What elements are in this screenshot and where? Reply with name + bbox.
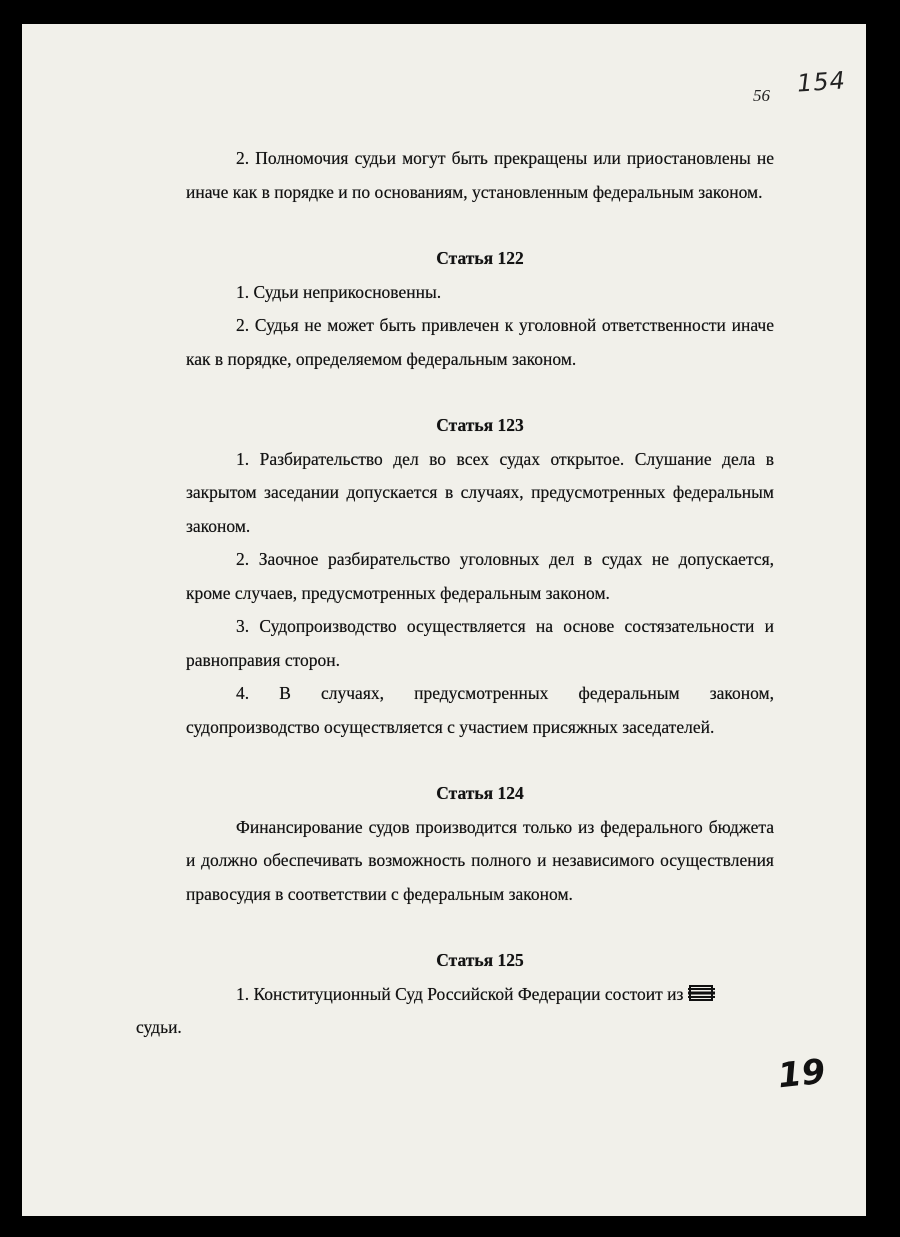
paragraph-122-1: 1. Судьи неприкосновенны. [236,281,442,302]
article-heading-125: Статья 125 [436,950,524,970]
paragraph-125-1-end: судьи. [136,1017,182,1037]
paragraph-123-2: 2. Заочное разбирательство уголовных дел в судах не допускается, кроме случаев, предусмотренных федеральным законом. [186,549,774,603]
paragraph-123-4: 4. В случаях, предусмотренных федеральным законом, судопроизводство осуществляется с участием присяжных заседателей. [186,683,774,737]
document-page [22,24,866,1216]
handwritten-correction: 19 [776,1051,828,1097]
paragraph-125-1 [136,978,774,1045]
paragraph-125-1-start: 1. Конституционный Суд Российской Федерации состоит из [236,983,684,1004]
article-heading-123: Статья 123 [436,415,524,435]
page-number: 56 [753,86,770,105]
paragraph-121-2: 2. Полномочия судьи могут быть прекращены или приостановлены не иначе как в порядке и по основаниям, установленным федеральным законом. [186,148,774,202]
paragraph-123-3: 3. Судопроизводство осуществляется на основе состязательности и равноправия сторон. [186,616,774,670]
handwritten-page-number: 154 [796,66,847,98]
struck-out-number-mark [688,983,718,1003]
paragraph-124: Финансирование судов производится только из федерального бюджета и должно обеспечивать возможность полного и независимого осуществления правосудия в соответствии с федеральным законом. [186,816,774,904]
article-heading-124: Статья 124 [436,783,524,803]
paragraph-123-1: 1. Разбирательство дел во всех судах открытое. Слушание дела в закрытом заседании допускается в случаях, предусмотренных федеральным законом. [186,448,774,536]
paragraph-122-2: 2. Судья не может быть привлечен к уголовной ответственности иначе как в порядке, определяемом федеральным законом. [186,315,774,369]
document-body [136,142,774,1045]
article-heading-122: Статья 122 [436,248,524,268]
